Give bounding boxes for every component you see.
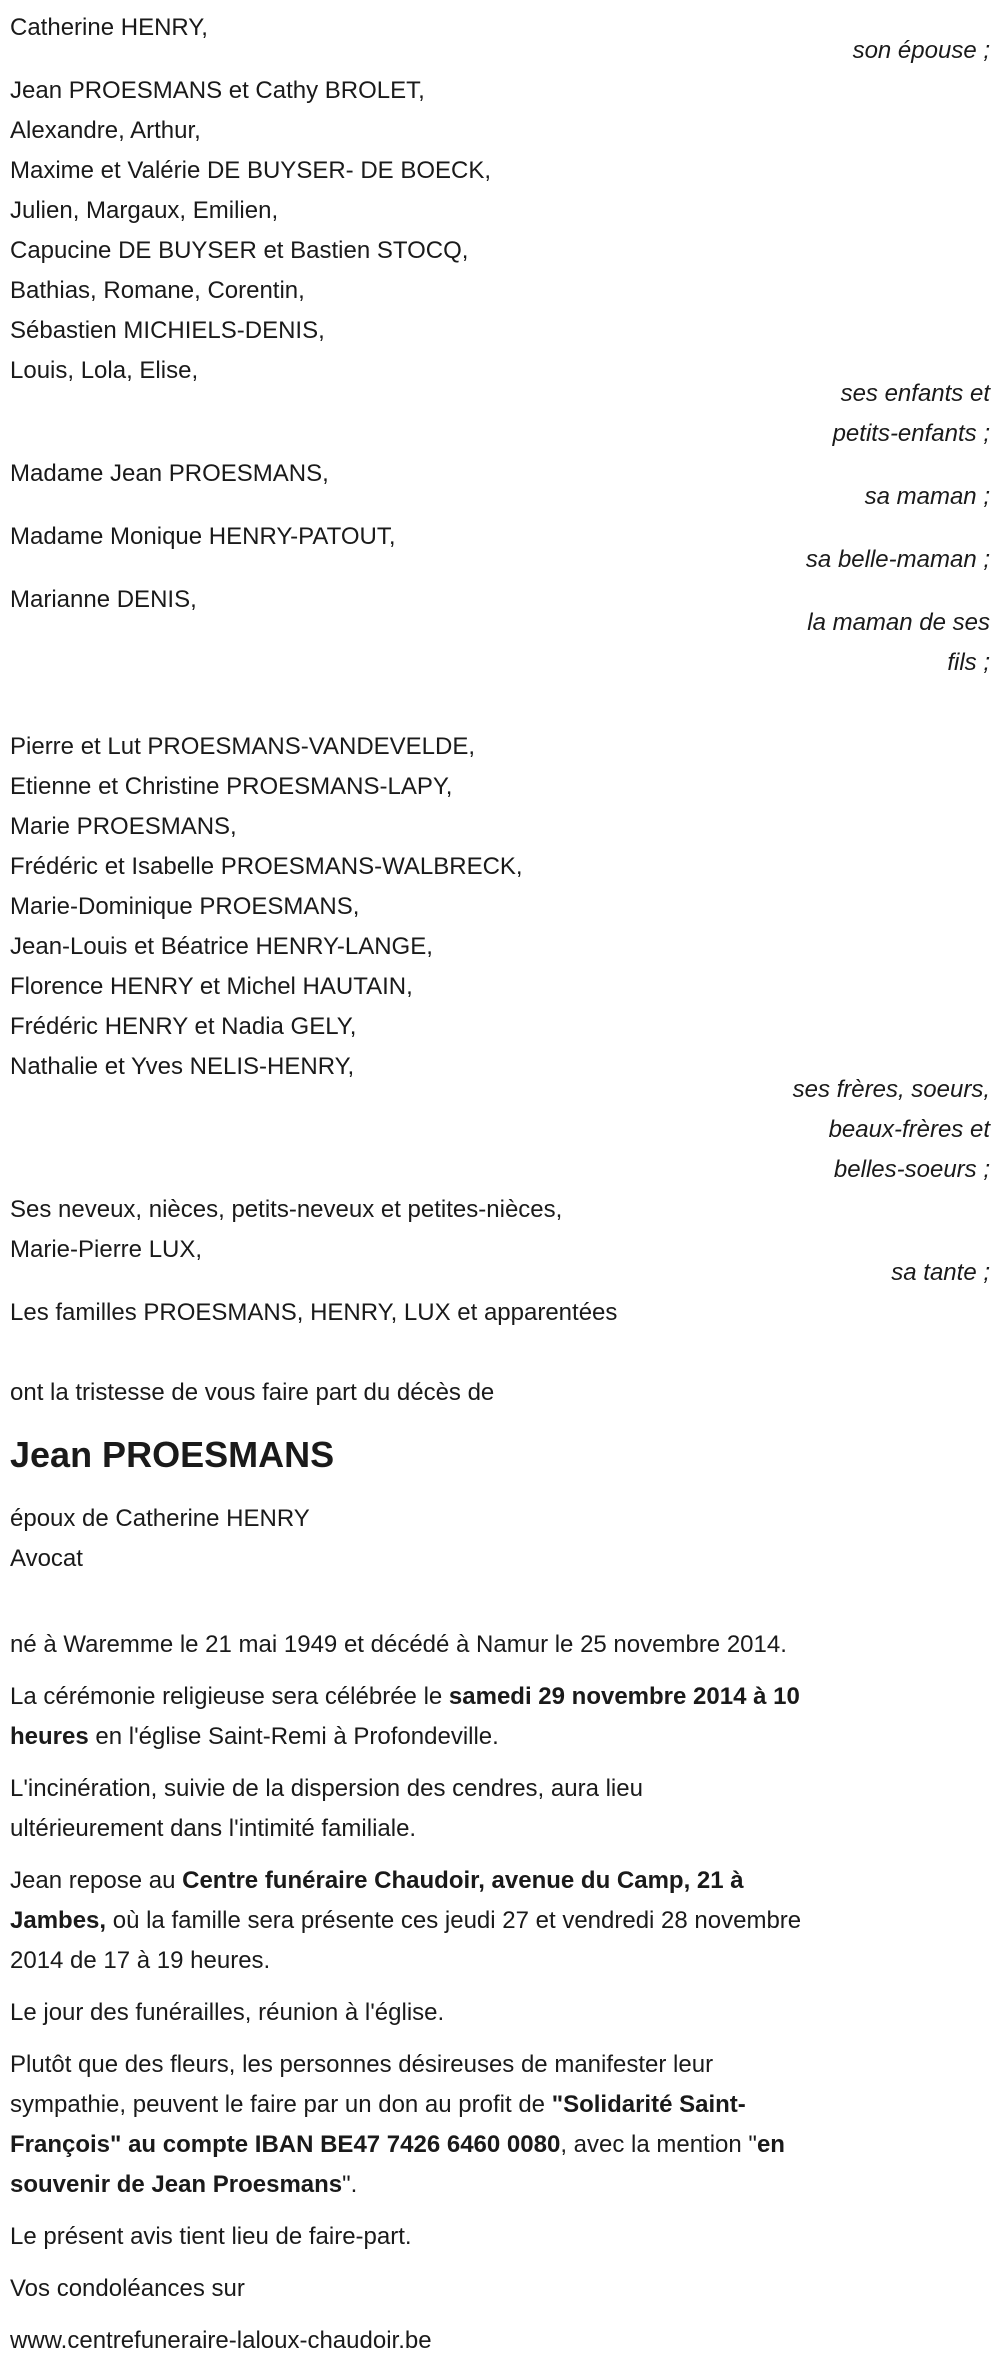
family-member-line: Marie PROESMANS, [10,813,237,840]
family-member-line: Capucine DE BUYSER et Bastien STOCQ, [10,237,469,264]
announcement: ont la tristesse de vous faire part du décès de [10,1379,495,1406]
family-member-line: Maxime et Valérie DE BUYSER- DE BOECK, [10,157,492,184]
relation-line: son épouse ; [852,37,990,64]
flowers-text: ". [342,2171,358,2198]
family-member-line: Florence HENRY et Michel HAUTAIN, [10,973,413,1000]
ceremony-place: en l'église Saint-Remi à Profondeville. [88,1723,499,1750]
condolences-text: Vos condoléances sur [10,2275,245,2302]
family-member-line: Catherine HENRY, [10,14,208,41]
ceremony [10,1677,990,1757]
relation-line: sa maman ; [864,483,990,510]
relation-line: sa tante ; [891,1259,990,1286]
repose-text: Jean repose au [10,1867,183,1894]
profession: Avocat [10,1545,83,1572]
family-member-line: Sébastien MICHIELS-DENIS, [10,317,325,344]
charity-name: "Solidarité Saint- [551,2091,746,2118]
condolences [10,2269,990,2309]
relation-line: fils ; [947,649,990,676]
notice [10,2217,990,2257]
family-member-line: Marianne DENIS, [10,586,197,613]
relation-line: sa belle-maman ; [805,546,990,573]
repose-address: Centre funéraire Chaudoir, avenue du Camp, 21 à [182,1867,744,1894]
family-group [10,454,990,517]
reunion [10,1993,990,2033]
birth-death-text: né à Waremme le 21 mai 1949 et décédé à Namur le 25 novembre 2014. [10,1631,787,1658]
relation-line: la maman de ses [807,609,990,636]
family-group [10,71,990,454]
family-member-line: Pierre et Lut PROESMANS-VANDEVELDE, [10,733,476,760]
repose-address: Jambes, [10,1907,107,1934]
family-member-line: Marie-Pierre LUX, [10,1236,203,1263]
ceremony-time: heures [10,1723,89,1750]
flowers [10,2045,990,2205]
relation-line: ses frères, soeurs, [792,1076,990,1103]
incineration-text: L'incinération, suivie de la dispersion des cendres, aura lieu [10,1775,643,1802]
family-member-line: Louis, Lola, Elise, [10,357,199,384]
donation-mention: souvenir de Jean Proesmans [10,2171,343,2198]
notice-text: Le présent avis tient lieu de faire-part. [10,2223,412,2250]
repose-text: où la famille sera présente ces jeudi 27 et vendredi 28 novembre [106,1907,802,1934]
reunion-text: Le jour des funérailles, réunion à l'église. [10,1999,445,2026]
family-member-line: Madame Jean PROESMANS, [10,460,329,487]
charity-iban: François" au compte IBAN BE47 7426 6460 0080 [10,2131,561,2158]
birth-death [10,1625,990,1665]
spouse-line: époux de Catherine HENRY [10,1505,310,1532]
family-member-line: Jean-Louis et Béatrice HENRY-LANGE, [10,933,433,960]
family-member-line: Bathias, Romane, Corentin, [10,277,305,304]
family-group [10,580,990,683]
relation-line: belles-soeurs ; [833,1156,990,1183]
family-group [10,517,990,580]
flowers-text: , avec la mention " [560,2131,757,2158]
relation-line: petits-enfants ; [832,420,990,447]
relation-line: ses enfants et [840,380,990,407]
ceremony-date: samedi 29 novembre 2014 à 10 [448,1683,800,1710]
repose [10,1861,990,1981]
family-group [10,727,990,1190]
website-link[interactable]: www.centrefuneraire-laloux-chaudoir.be [10,2327,432,2354]
family-member-line: Alexandre, Arthur, [10,117,201,144]
family-member-line: Frédéric HENRY et Nadia GELY, [10,1013,357,1040]
family-member-line: Madame Monique HENRY-PATOUT, [10,523,396,550]
family-member-line: Les familles PROESMANS, HENRY, LUX et apparentées [10,1299,618,1326]
donation-mention: en [756,2131,785,2158]
deceased-name: Jean PROESMANS [10,1434,335,1475]
flowers-text: sympathie, peuvent le faire par un don au profit de [10,2091,552,2118]
family-member-line: Etienne et Christine PROESMANS-LAPY, [10,773,453,800]
family-member-line: Julien, Margaux, Emilien, [10,197,279,224]
family-member-line: Ses neveux, nièces, petits-neveux et petites-nièces, [10,1196,563,1223]
family-member-line: Jean PROESMANS et Cathy BROLET, [10,77,425,104]
incineration [10,1769,990,1849]
flowers-text: Plutôt que des fleurs, les personnes désireuses de manifester leur [10,2051,714,2078]
relation-line: beaux-frères et [828,1116,990,1143]
family-member-line: Nathalie et Yves NELIS-HENRY, [10,1053,355,1080]
repose-text: 2014 de 17 à 19 heures. [10,1947,271,1974]
family-list [10,8,990,1333]
family-member-line: Marie-Dominique PROESMANS, [10,893,360,920]
ceremony-text: La cérémonie religieuse sera célébrée le [10,1683,449,1710]
family-group [10,1293,990,1333]
family-group [10,1190,990,1293]
family-member-line: Frédéric et Isabelle PROESMANS-WALBRECK, [10,853,523,880]
family-group [10,8,990,71]
incineration-text: ultérieurement dans l'intimité familiale. [10,1815,417,1842]
relation [10,1070,990,1190]
